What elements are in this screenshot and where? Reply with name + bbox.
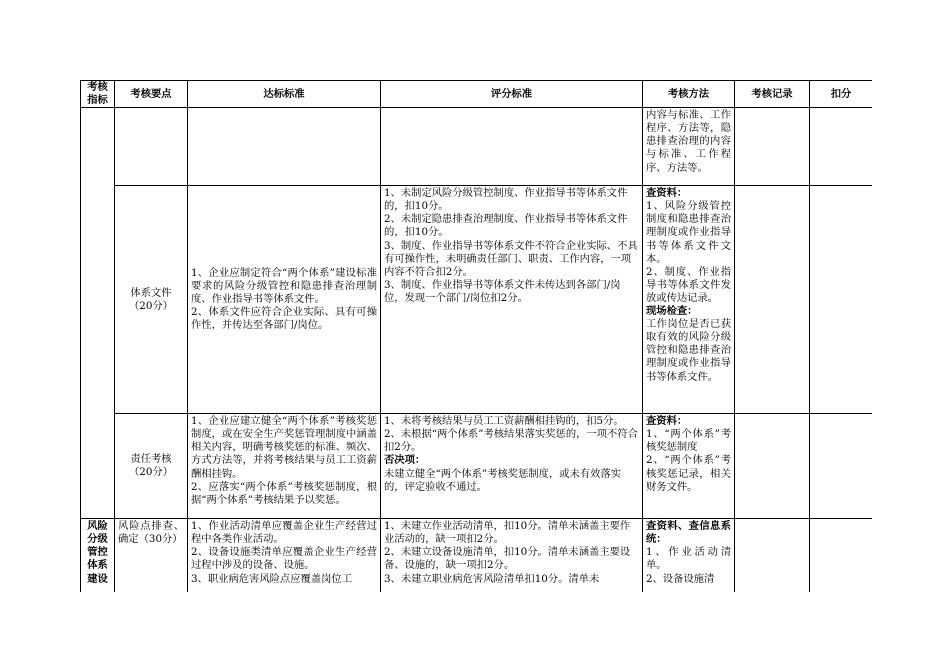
method-item: 1、风险分级管控制度和隐患排查治理制度或作业指导书等体系文件文本。 xyxy=(646,200,731,265)
point-name: 体系文件 xyxy=(130,286,172,299)
deduct-cell[interactable] xyxy=(810,414,873,519)
scoring-cell xyxy=(381,414,643,519)
method-heading: 查资料： xyxy=(646,187,688,200)
scoring-item: 1、未制定风险分级管控制度、作业指导书等体系文件的，扣10分。 xyxy=(384,187,628,213)
scoring-cell xyxy=(381,186,643,414)
standard-item: 2、设备设施类清单应覆盖企业生产经营过程中涉及的设备、设施。 xyxy=(191,546,377,572)
standard-cell xyxy=(188,414,381,519)
record-cell[interactable] xyxy=(735,108,810,186)
method-cell xyxy=(643,108,735,186)
veto-heading: 否决项： xyxy=(384,454,426,467)
indicator-cell-blank xyxy=(81,108,115,519)
method-cell xyxy=(643,414,735,519)
point-cell xyxy=(115,186,188,414)
method-heading: 查资料： xyxy=(646,415,688,428)
indicator-cell: 风险分级管控体系建设 xyxy=(81,519,115,592)
method-heading: 查资料、查信息系统： xyxy=(646,520,731,546)
standard-item: 1、作业活动清单应覆盖企业生产经营过程中各类作业活动。 xyxy=(191,520,377,546)
table-row xyxy=(81,186,873,414)
table-row xyxy=(81,414,873,519)
header-point: 考核要点 xyxy=(115,81,188,108)
header-standard: 达标标准 xyxy=(188,81,381,108)
scoring-cell xyxy=(381,519,643,592)
veto-text: 未建立健全“两个体系”考核奖惩制度，或未有效落实的，评定验收不通过。 xyxy=(384,467,622,493)
header-deduct: 扣分 xyxy=(810,81,873,108)
point-score: （20分） xyxy=(129,466,173,479)
method-cell xyxy=(643,186,735,414)
method-item: 1、“两个体系”考核奖惩制度 xyxy=(646,428,731,454)
standard-item: 2、体系文件应符合企业实际、具有可操作性，并传达至各部门/岗位。 xyxy=(191,306,377,332)
method-item: 工作岗位是否已获取有效的风险分级管控和隐患排查治理制度或作业指导书等体系文件。 xyxy=(646,318,731,383)
record-cell[interactable] xyxy=(735,186,810,414)
deduct-cell[interactable] xyxy=(810,519,873,592)
point-cell: 风险点排查、确定（30分） xyxy=(115,519,188,592)
scoring-item: 1、未将考核结果与员工工资薪酬相挂钩的，扣5分。 xyxy=(384,415,624,428)
header-record: 考核记录 xyxy=(735,81,810,108)
scoring-cell xyxy=(381,108,643,186)
point-cell xyxy=(115,414,188,519)
method-cell xyxy=(643,519,735,592)
table-row xyxy=(81,519,873,592)
assessment-sheet xyxy=(80,80,872,592)
method-item: 2、制度、作业指导书等体系文件发放或传达记录。 xyxy=(646,265,731,304)
point-cell xyxy=(115,108,188,186)
method-item: 2、设备设施清 xyxy=(646,572,715,585)
scoring-item: 2、未制定隐患排查治理制度、作业指导书等体系文件的，扣10分。 xyxy=(384,213,628,239)
method-heading: 现场检查： xyxy=(646,305,698,318)
standard-item: 2、应落实“两个体系”考核奖惩制度，根据“两个体系”考核结果予以奖惩。 xyxy=(191,480,377,506)
table-row xyxy=(81,108,873,186)
scoring-item: 3、制度、作业指导书等体系文件不符合企业实际、不具有可操作性，未明确责任部门、职责、工作内容，一项内容不符合扣2分。 xyxy=(384,239,638,278)
standard-cell xyxy=(188,519,381,592)
standard-item: 1、企业应建立健全“两个体系”考核奖惩制度，或在安全生产奖惩管理制度中涵盖相关内容，明确考核奖惩的标准、频次、方式方法等，并将考核结果与员工工资薪酬相挂钩。 xyxy=(191,415,377,480)
method-item: 2、“两个体系”考核奖惩记录，相关财务文件。 xyxy=(646,454,731,493)
assessment-table xyxy=(80,80,872,592)
header-row xyxy=(81,81,873,108)
standard-cell xyxy=(188,108,381,186)
method-item: 1、作业活动清单。 xyxy=(646,546,731,572)
scoring-item: 2、未建立设备设施清单，扣10分。清单未涵盖主要设备、设施的，缺一项扣2分。 xyxy=(384,546,631,572)
record-cell[interactable] xyxy=(735,519,810,592)
standard-item: 1、企业应制定符合“两个体系”建设标准要求的风险分级管控和隐患排查治理制度、作业指导书等体系文件。 xyxy=(191,266,377,306)
method-text: 内容与标准、工作程序、方法等，隐患排查治理的内容与标准、工作程序、方法等。 xyxy=(646,109,731,174)
point-name: 责任考核 xyxy=(130,453,172,466)
point-score: （20分） xyxy=(129,299,173,312)
scoring-item: 3、未建立职业病危害风险清单扣10分。清单未 xyxy=(384,572,600,585)
deduct-cell[interactable] xyxy=(810,186,873,414)
standard-cell xyxy=(188,186,381,414)
scoring-item: 2、未根据“两个体系”考核结果落实奖惩的，一项不符合扣2分。 xyxy=(384,428,638,454)
header-method: 考核方法 xyxy=(643,81,735,108)
standard-item: 3、职业病危害风险点应覆盖岗位工 xyxy=(191,572,353,585)
scoring-item: 3、制度、作业指导书等体系文件未传达到各部门/岗位，发现一个部门/岗位扣2分。 xyxy=(384,278,621,304)
header-indicator: 考核指标 xyxy=(81,81,115,108)
header-scoring: 评分标准 xyxy=(381,81,643,108)
scoring-item: 1、未建立作业活动清单，扣10分。清单未涵盖主要作业活动的，缺一项扣2分。 xyxy=(384,520,631,546)
deduct-cell[interactable] xyxy=(810,108,873,186)
record-cell[interactable] xyxy=(735,414,810,519)
